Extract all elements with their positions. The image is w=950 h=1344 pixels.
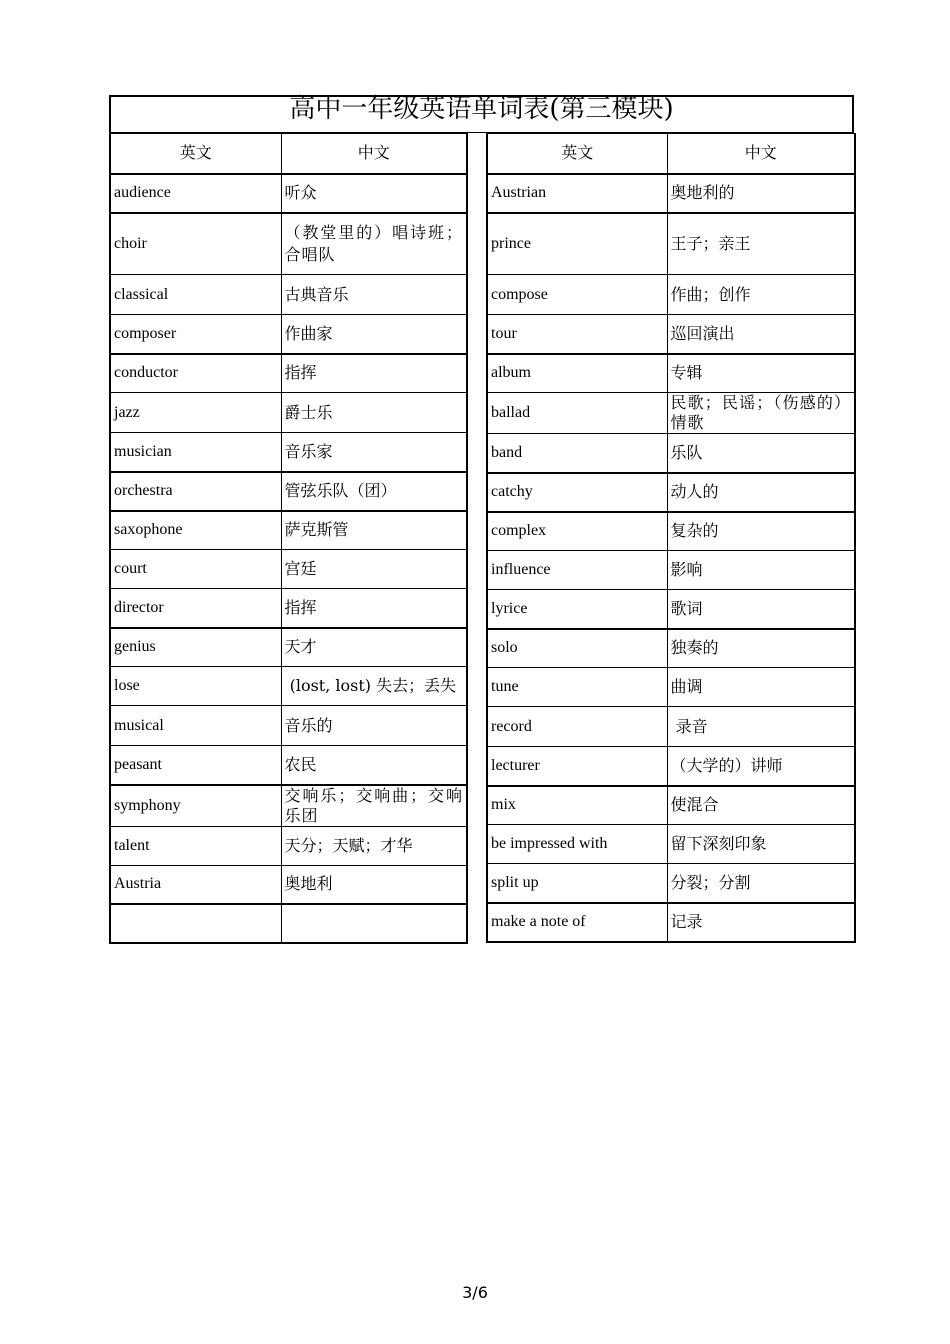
left-vocab-table xyxy=(109,133,468,944)
word-cn: 宫廷 xyxy=(281,550,467,589)
word-en: composer xyxy=(110,315,281,354)
word-cn: 曲调 xyxy=(667,668,855,707)
word-en: make a note of xyxy=(487,903,667,942)
word-cn: 使混合 xyxy=(667,786,855,825)
word-en: musician xyxy=(110,433,281,472)
word-en: split up xyxy=(487,864,667,903)
word-cn: 作曲；创作 xyxy=(667,275,855,315)
word-en: mix xyxy=(487,786,667,825)
word-cn: 分裂；分割 xyxy=(667,864,855,903)
word-cn: 天才 xyxy=(281,628,467,667)
word-cn: 歌词 xyxy=(667,590,855,629)
page-number: 3/6 xyxy=(462,1283,488,1302)
word-en: jazz xyxy=(110,393,281,433)
word-en: Austrian xyxy=(487,174,667,213)
word-cn: 管弦乐队（团） xyxy=(281,472,467,511)
word-en: lyrice xyxy=(487,590,667,629)
word-en: director xyxy=(110,589,281,628)
word-cn: 留下深刻印象 xyxy=(667,825,855,864)
word-en: lecturer xyxy=(487,747,667,786)
word-en: conductor xyxy=(110,354,281,393)
word-en: tour xyxy=(487,315,667,354)
word-cn: 乐队 xyxy=(667,434,855,473)
word-en: musical xyxy=(110,706,281,746)
word-cn: 萨克斯管 xyxy=(281,511,467,550)
word-cn: 农民 xyxy=(281,746,467,785)
word-en: record xyxy=(487,707,667,747)
word-en: Austria xyxy=(110,865,281,904)
header-english: 英文 xyxy=(110,134,281,174)
word-cn: 天分；天赋；才华 xyxy=(281,826,467,865)
word-cn: 古典音乐 xyxy=(281,275,467,315)
word-cn: 巡回演出 xyxy=(667,315,855,354)
word-en: saxophone xyxy=(110,511,281,550)
word-en: compose xyxy=(487,275,667,315)
word-en xyxy=(110,904,281,943)
word-cn: 专辑 xyxy=(667,354,855,393)
word-cn: 复杂的 xyxy=(667,512,855,551)
word-cn: 音乐家 xyxy=(281,433,467,472)
word-en: ballad xyxy=(487,393,667,434)
word-en: court xyxy=(110,550,281,589)
word-cn: 指挥 xyxy=(281,354,467,393)
word-cn: 独奏的 xyxy=(667,629,855,668)
right-vocab-table xyxy=(486,133,856,943)
word-cn xyxy=(281,904,467,943)
header-chinese: 中文 xyxy=(281,134,467,174)
word-cn: 影响 xyxy=(667,551,855,590)
word-cn: 指挥 xyxy=(281,589,467,628)
word-cn: 交响乐；交响曲；交响乐团 xyxy=(281,785,467,827)
word-en: complex xyxy=(487,512,667,551)
word-en: band xyxy=(487,434,667,473)
word-cn: 录音 xyxy=(667,707,855,747)
word-en: classical xyxy=(110,275,281,315)
word-en: solo xyxy=(487,629,667,668)
word-cn: 民歌；民谣；（伤感的）情歌 xyxy=(667,393,855,434)
header-chinese: 中文 xyxy=(667,134,855,174)
word-cn: 听众 xyxy=(281,174,467,213)
word-en: genius xyxy=(110,628,281,667)
word-en: prince xyxy=(487,213,667,275)
header-english: 英文 xyxy=(487,134,667,174)
word-cn: 动人的 xyxy=(667,473,855,512)
vocabulary-sheet xyxy=(109,95,854,940)
word-cn: 爵士乐 xyxy=(281,393,467,433)
word-en: talent xyxy=(110,826,281,865)
word-en: choir xyxy=(110,213,281,275)
word-cn: 音乐的 xyxy=(281,706,467,746)
word-cn: 王子；亲王 xyxy=(667,213,855,275)
word-en: lose xyxy=(110,667,281,706)
word-cn: 奥地利的 xyxy=(667,174,855,213)
page-title: 高中一年级英语单词表(第三模块) xyxy=(289,94,674,124)
word-cn: 奥地利 xyxy=(281,865,467,904)
word-en: influence xyxy=(487,551,667,590)
word-cn: 记录 xyxy=(667,903,855,942)
word-cn: 作曲家 xyxy=(281,315,467,354)
word-en: orchestra xyxy=(110,472,281,511)
title-box xyxy=(109,95,854,133)
word-cn: (lost, lost) 失去；丢失 xyxy=(281,667,467,706)
word-cn: （教堂里的）唱诗班；合唱队 xyxy=(281,213,467,275)
word-en: be impressed with xyxy=(487,825,667,864)
word-en: peasant xyxy=(110,746,281,785)
word-en: catchy xyxy=(487,473,667,512)
word-cn: （大学的）讲师 xyxy=(667,747,855,786)
word-en: tune xyxy=(487,668,667,707)
word-en: audience xyxy=(110,174,281,213)
word-en: album xyxy=(487,354,667,393)
word-en: symphony xyxy=(110,785,281,827)
